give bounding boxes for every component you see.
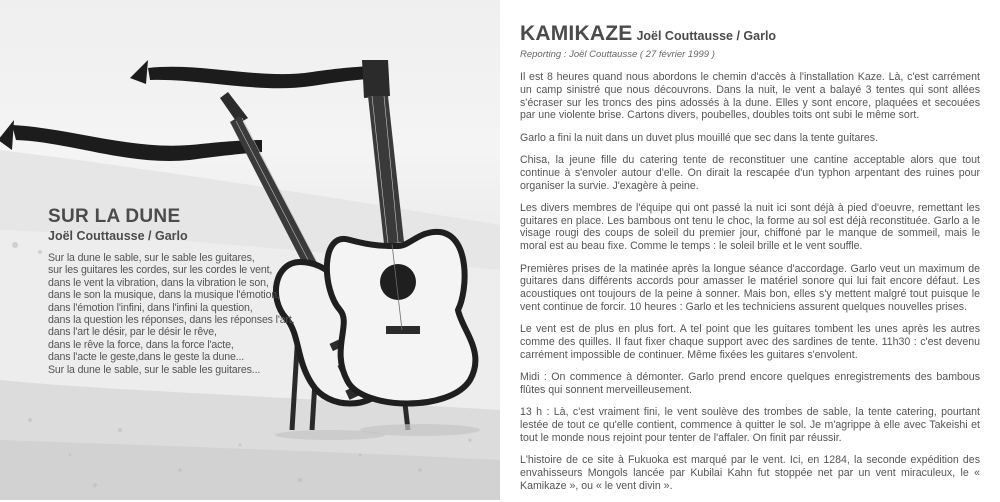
article-paragraph: L'histoire de ce site à Fukuoka est marqué par le vent. Ici, en 1284, la seconde expédition des envahisseurs Mongols lancée par Kubilai Kahn fut stoppée net par un vent miraculeux, le « Kamikaze », ou « le vent divin ». — [520, 454, 980, 492]
poem-title: SUR LA DUNE — [48, 206, 181, 227]
guitars-on-dune-photo — [0, 0, 500, 500]
poem-line: dans le rêve la force, dans la force l'acte, — [48, 338, 234, 351]
article-paragraph: Midi : On commence à démonter. Garlo prend encore quelques enregistrements des bambous flûtes qui sonnent merveilleusement. — [520, 371, 980, 396]
article-paragraph: Premières prises de la matinée après la longue séance d'accordage. Garlo veut un maximum de guitares dans différents accords pour amasser le matériel sonore qui lui fait encore défaut. Les acoustiques ont toujours de la peine à sonner. Mais bon, elles s'y mettent malgré tout puisque le vent continue de forcir. 10 heures : Garlo et les techniciens assurent quelques nouvelles prises. — [520, 262, 980, 313]
article-paragraph: Les divers membres de l'équipe qui ont passé la nuit ici sont déjà à pied d'oeuvre, remettant les guitares en place. Les bambous ont tenu le choc, la forme au sol est déjà reconstituée. Garlo a le visage rougi des coups de soleil du premier jour, chiffoné par le manque de sommeil, mais le moral est au beau fixe. Comme le temps : le soleil brille et le vent souffle. — [520, 201, 980, 253]
poem-block — [48, 206, 308, 376]
article-paragraph: Il est 8 heures quand nous abordons le chemin d'accès à l'installation Kaze. Là, c'est carrément un camp sinistré que nous découvrons. Dans la nuit, le vent a balayé 3 tentes qui sont allées s'écraser sur les troncs des pins adossés à la dune. Elles y sont encore, plaquées et secouées par une violente brise. Cartons divers, poubelles, doubles toits ont subi le même sort. — [520, 71, 980, 122]
article-paragraph: 13 h : Là, c'est vraiment fini, le vent soulève des trombes de sable, la tente catering, pourtant lestée de tout ce qu'elle contient, commence à quitter le sol. Je m'agrippe à elle avec Takeishi et tout le monde nous rejoint pour tenter de l'affaler. On finit par réussir. — [520, 406, 980, 444]
poem-line: dans le vent la vibration, dans la vibration le son, — [48, 276, 269, 289]
poem-line: dans la question les réponses, dans les réponses l'art, — [48, 314, 295, 327]
poem-lines — [48, 252, 308, 376]
reporting-line: Reporting : Joël Couttausse ( 27 février 1999 ) — [520, 49, 715, 60]
poem-line: dans l'acte le geste,dans le geste la dune... — [48, 351, 245, 364]
poem-line: dans l'émotion l'infini, dans l'infini la question, — [48, 301, 253, 314]
article — [520, 16, 980, 502]
poem-line: Sur la dune le sable, sur le sable les guitares... — [48, 363, 261, 376]
article-title: KAMIKAZE — [520, 22, 633, 45]
poem-line: sur les guitares les cordes, sur les cordes le vent, — [48, 264, 273, 277]
poem-line: Sur la dune le sable, sur le sable les guitares, — [48, 252, 255, 264]
article-paragraph: Garlo a fini la nuit dans un duvet plus mouillé que sec dans la tente guitares. — [520, 131, 879, 144]
article-paragraph: Le vent est de plus en plus fort. A tel point que les guitares tombent les unes après les autres comme des quilles. Il faut fixer chaque support avec des sardines de tente. 11h30 : c'est devenu carrément impossible de continuer. Même fixées les guitares s'envolent. — [520, 323, 980, 361]
poem-line: dans le son la musique, dans la musique l'émotion, — [48, 289, 280, 302]
poem-subtitle: Joël Couttausse / Garlo — [48, 229, 188, 243]
article-header — [520, 16, 980, 49]
article-paragraph: Chisa, la jeune fille du catering tente de reconstituer une cantine acceptable alors que tout continue à s'envoler autour d'elle. On dirait la rescapée d'un typhon arpentant des ruines pour organiser la survie. J'exagère à peine. — [520, 153, 980, 192]
poem-line: dans l'art le désir, par le désir le rêve, — [48, 326, 217, 339]
article-byline: Joël Couttausse / Garlo — [636, 29, 777, 43]
